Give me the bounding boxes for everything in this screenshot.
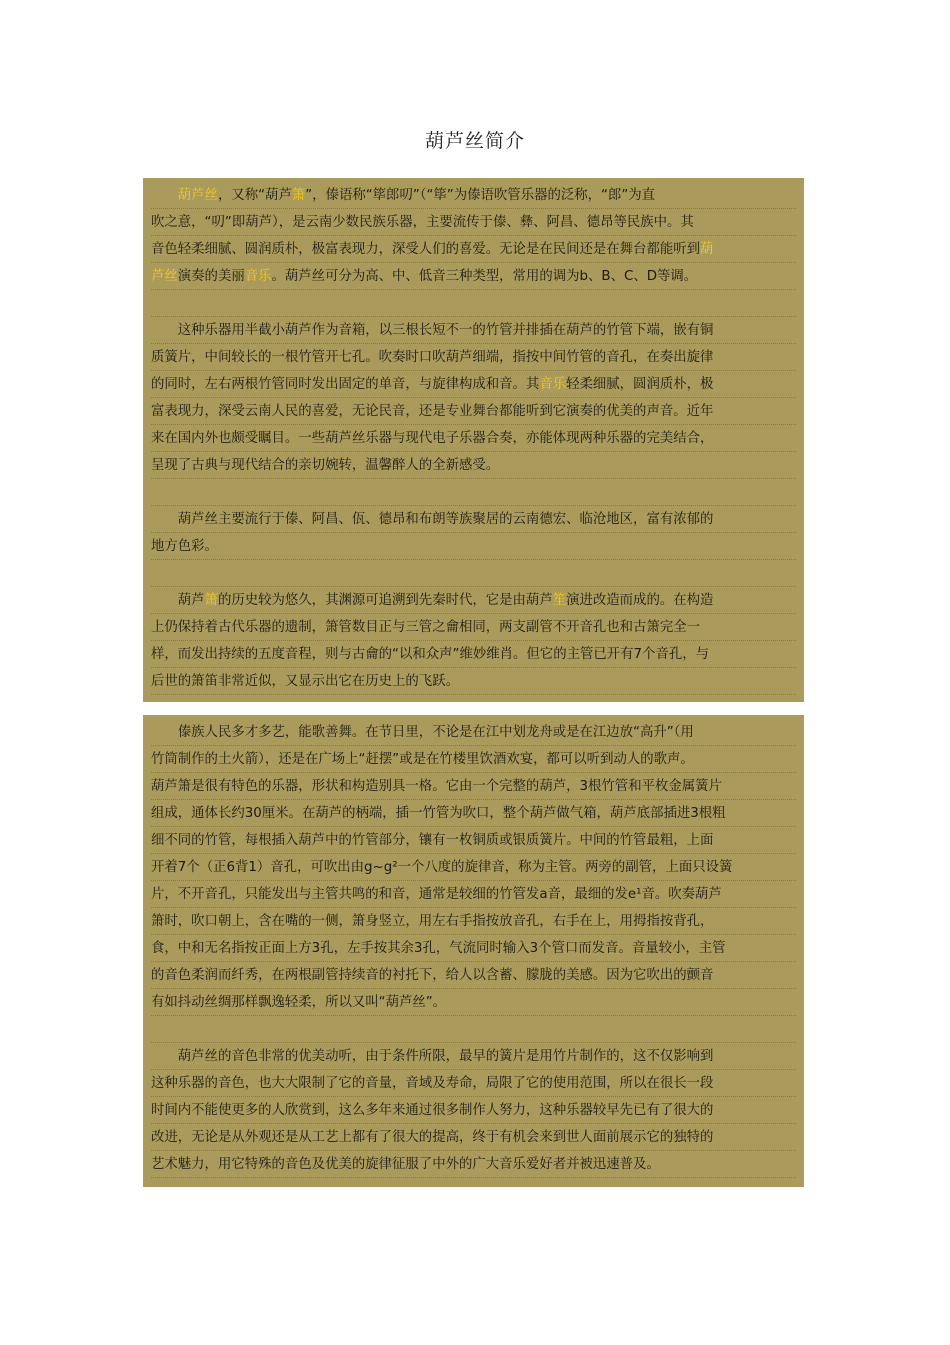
text-segment: 轻柔细腻，圆润质朴，极: [566, 377, 714, 392]
text-line: [151, 881, 796, 908]
text-line: [151, 908, 796, 935]
paragraph: [151, 506, 796, 560]
highlighted-keyword: 芦丝: [151, 269, 178, 284]
text-segment: 后世的箫笛非常近似，又显示出它在历史上的飞跃。: [151, 674, 459, 689]
text-line: [151, 344, 796, 371]
text-segment: 这种乐器用半截小葫芦作为音箱，以三根长短不一的竹管并排插在葫芦的竹管下端，嵌有铜: [151, 323, 714, 338]
text-segment: 傣族人民多才多艺，能歌善舞。在节日里，不论是在江中划龙舟或是在江边放“高升”（用: [151, 725, 694, 740]
text-segment: 葫芦丝主要流行于傣、阿昌、佤、德昂和布朗等族聚居的云南德宏、临沧地区，富有浓郁的: [151, 512, 714, 527]
text-segment: 的音色柔润而纤秀，在两根副管持续音的衬托下，给人以含蓄、朦胧的美感。因为它吹出的颤音: [151, 968, 714, 983]
text-line: [151, 668, 796, 695]
paragraph-gap: [151, 290, 796, 317]
highlighted-keyword: 箫: [204, 593, 218, 608]
text-line: [151, 425, 796, 452]
text-segment: 改进，无论是从外观还是从工艺上都有了很大的提高，终于有机会来到世人面前展示它的独特的: [151, 1130, 714, 1145]
text-segment: ”，傣语称“筚郎叨”（“筚”为傣语吹管乐器的泛称，“郎”为直: [305, 188, 656, 203]
text-line: [151, 719, 796, 746]
text-line: [151, 371, 796, 398]
text-line: [151, 236, 796, 263]
intro-panel-1: [143, 178, 804, 702]
paragraph: [151, 587, 796, 695]
text-line: [151, 827, 796, 854]
highlighted-keyword: 葫芦丝: [177, 188, 218, 203]
text-line: [151, 1124, 796, 1151]
text-line: [151, 854, 796, 881]
text-line: [151, 263, 796, 290]
text-line: [151, 935, 796, 962]
text-segment: 细不同的竹管，每根插入葫芦中的竹管部分，镶有一枚铜质或银质簧片。中间的竹管最粗，上面: [151, 833, 714, 848]
text-segment: 艺术魅力，用它特殊的音色及优美的旋律征服了中外的广大音乐爱好者并被迅速普及。: [151, 1157, 660, 1172]
text-segment: 时间内不能使更多的人欣赏到，这么多年来通过很多制作人努力，这种乐器较早先已有了很大的: [151, 1103, 714, 1118]
paragraph: [151, 719, 796, 1016]
text-line: [151, 209, 796, 236]
text-line: [151, 962, 796, 989]
text-segment: 有如抖动丝绸那样飘逸轻柔，所以又叫“葫芦丝”。: [151, 995, 447, 1010]
text-segment: 食，中和无名指按正面上方3孔，左手按其余3孔，气流同时输入3个管口而发音。音量较小，主管: [151, 941, 726, 956]
text-segment: 演奏的美丽: [177, 269, 245, 284]
text-segment: 吹之意，“叨”即葫芦），是云南少数民族乐器，主要流传于傣、彝、阿昌、德昂等民族中。其: [151, 215, 694, 230]
text-segment: 葫芦箫是很有特色的乐器，形状和构造别具一格。它由一个完整的葫芦，3根竹管和平枚金属簧片: [151, 779, 722, 794]
text-segment: 富表现力，深受云南人民的喜爱，无论民音，还是专业舞台都能听到它演奏的优美的声音。近年: [151, 404, 714, 419]
text-line: [151, 1097, 796, 1124]
text-segment: 的同时，左右两根竹管同时发出固定的单音，与旋律构成和音。其: [151, 377, 540, 392]
text-segment: 演进改造而成的。在构造: [566, 593, 714, 608]
text-segment: 。葫芦丝可分为高、中、低音三种类型，常用的调为b、B、C、D等调。: [271, 269, 698, 284]
intro-panel-2: [143, 715, 804, 1187]
text-segment: 葫芦: [151, 593, 205, 608]
text-line: [151, 800, 796, 827]
highlighted-keyword: 音乐: [539, 377, 567, 392]
paragraph-gap: [151, 479, 796, 506]
text-segment: 地方色彩。: [151, 539, 218, 554]
text-segment: 呈现了古典与现代结合的亲切婉转，温馨醉人的全新感受。: [151, 458, 500, 473]
text-segment: 来在国内外也颇受瞩目。一些葫芦丝乐器与现代电子乐器合奏，亦能体现两种乐器的完美结合，: [151, 431, 714, 446]
text-line: [151, 746, 796, 773]
paragraph: [151, 182, 796, 290]
text-line: [151, 614, 796, 641]
text-line: [151, 506, 796, 533]
text-segment: 葫芦丝的音色非常的优美动听，由于条件所限，最早的簧片是用竹片制作的，这不仅影响到: [151, 1049, 714, 1064]
text-line: [151, 1043, 796, 1070]
page-title: 葫芦丝简介: [424, 130, 525, 152]
highlighted-keyword: 葫: [700, 242, 714, 257]
text-segment: 音色轻柔细腻、圆润质朴，极富表现力，深受人们的喜爱。无论是在民间还是在舞台都能听到: [151, 242, 701, 257]
highlighted-keyword: 笙: [552, 593, 567, 608]
text-segment: 片，不开音孔，只能发出与主管共鸣的和音，通常是较细的竹管发a音，最细的发e¹音。吹奏葫芦: [151, 887, 722, 902]
text-line: [151, 398, 796, 425]
text-line: [151, 587, 796, 614]
text-line: [151, 317, 796, 344]
text-line: [151, 773, 796, 800]
text-segment: 箫时，吹口朝上，含在嘴的一侧，箫身竖立，用左右手指按放音孔，右手在上，用拇指按背孔，: [151, 914, 714, 929]
text-line: [151, 1151, 796, 1178]
paragraph-gap: [151, 1016, 796, 1043]
text-segment: 开着7个（正6背1）音孔，可吹出由g~g²一个八度的旋律音，称为主管。两旁的副管，上面只设簧: [151, 860, 733, 875]
text-line: [151, 641, 796, 668]
text-line: [151, 452, 796, 479]
text-segment: ，又称“葫芦: [217, 188, 292, 203]
text-line: [151, 182, 796, 209]
text-segment: 这种乐器的音色，也大大限制了它的音量，音域及寿命，局限了它的使用范围，所以在很长一段: [151, 1076, 714, 1091]
text-segment: 组成，通体长约30厘米。在葫芦的柄端，插一竹管为吹口，整个葫芦做气箱，葫芦底部插进3根粗: [151, 806, 726, 821]
paragraph-gap: [151, 560, 796, 587]
text-segment: 上仍保持着古代乐器的遗制，箫管数目正与三管之龠相同，两支副管不开音孔也和古箫完全一: [151, 620, 701, 635]
text-segment: 的历史较为悠久，其渊源可追溯到先秦时代，它是由葫芦: [217, 593, 553, 608]
text-segment: [151, 188, 178, 203]
text-segment: 质簧片，中间较长的一根竹管开七孔。吹奏时口吹葫芦细端，指按中间竹管的音孔，在奏出旋律: [151, 350, 714, 365]
paragraph: [151, 1043, 796, 1178]
text-segment: 样，而发出持续的五度音程，则与古龠的“以和众声”维妙维肖。但它的主管已开有7个音孔，与: [151, 647, 710, 662]
text-segment: 竹筒制作的土火箭），还是在广场上“赶摆”或是在竹楼里饮酒欢宴，都可以听到动人的歌声。: [151, 752, 694, 767]
paragraph: [151, 317, 796, 479]
text-line: [151, 1070, 796, 1097]
text-line: [151, 533, 796, 560]
highlighted-keyword: 音乐: [244, 269, 272, 284]
text-line: [151, 989, 796, 1016]
highlighted-keyword: 箫: [291, 188, 306, 203]
